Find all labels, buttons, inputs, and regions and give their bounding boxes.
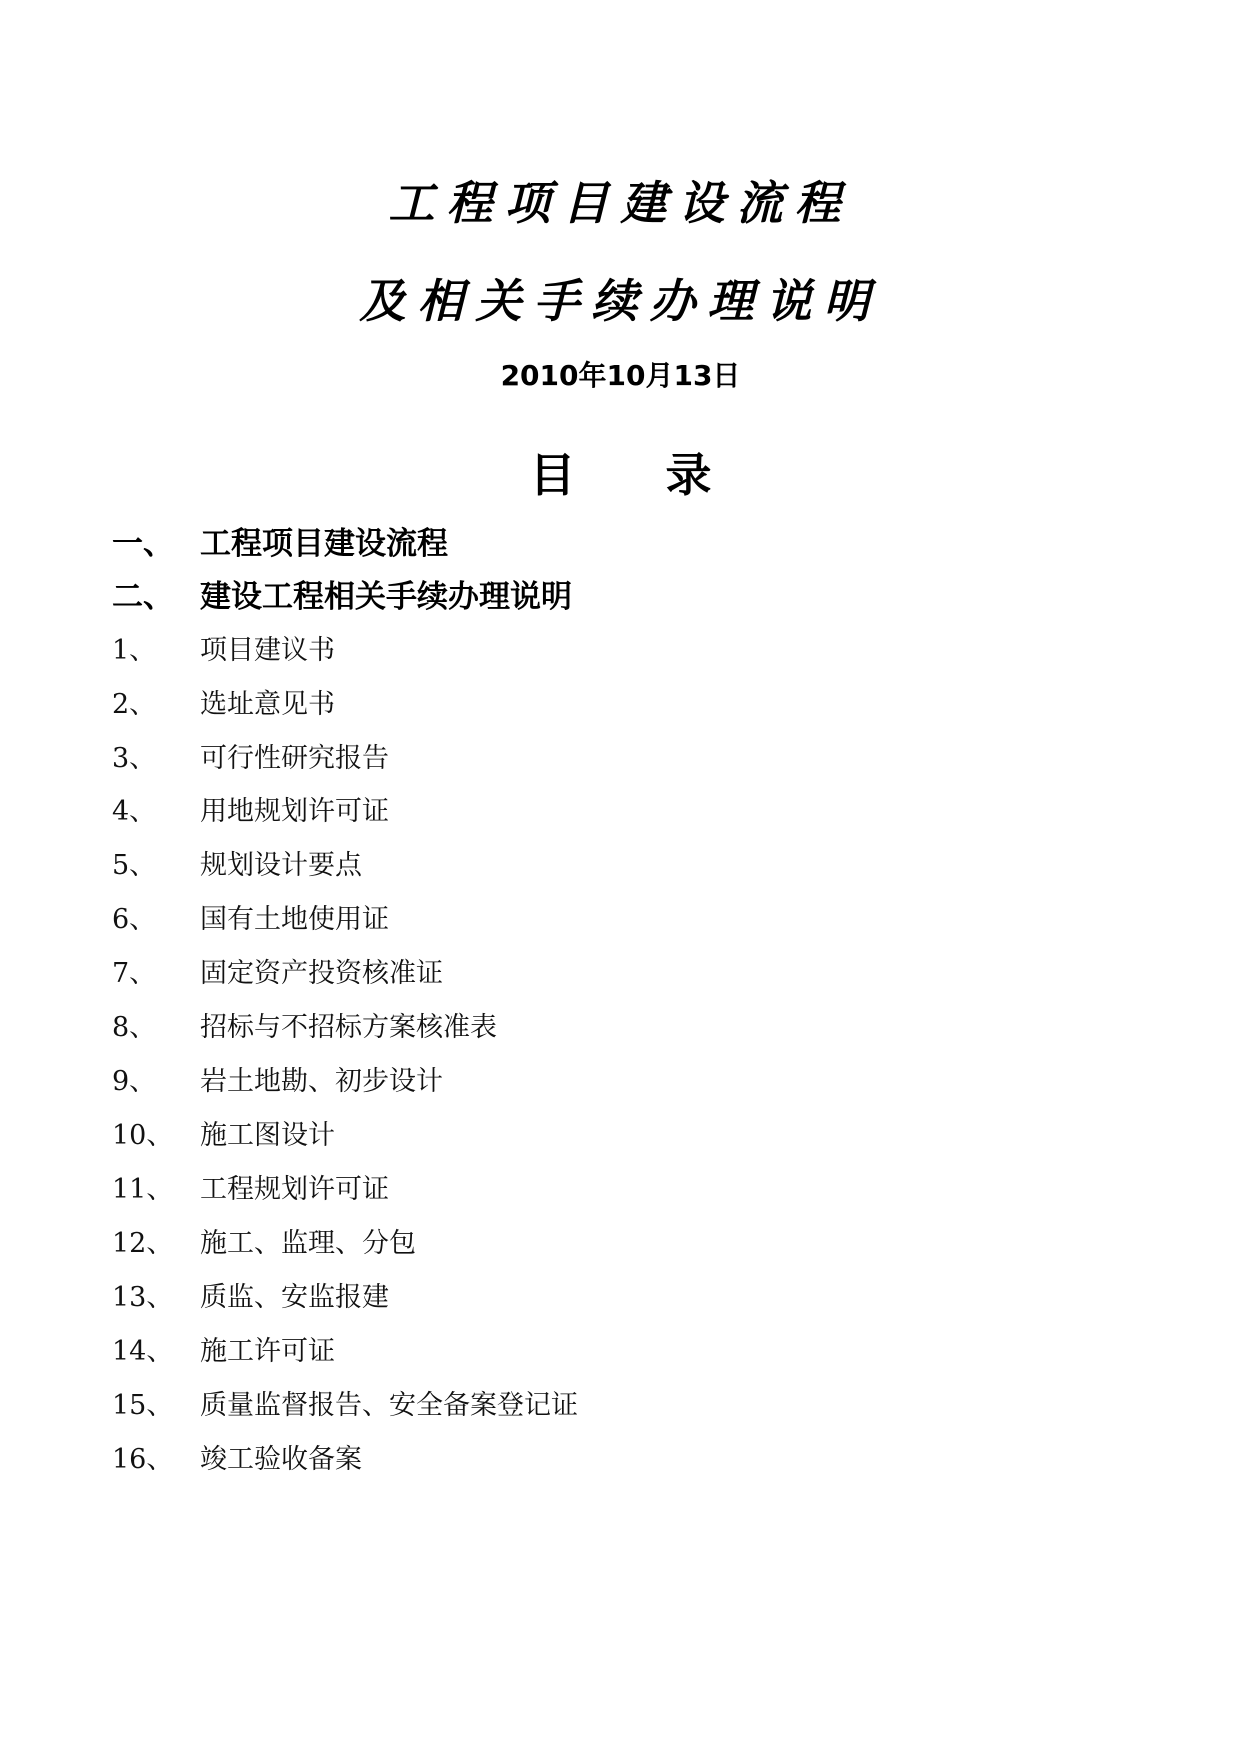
toc-major-number: 一、 xyxy=(112,526,174,562)
toc-item-label: 竣工验收备案 xyxy=(200,1444,362,1475)
toc-heading xyxy=(0,448,1241,502)
document-title-line-1: 工程项目建设流程 xyxy=(388,176,853,230)
toc-heading-left: 目 xyxy=(529,448,576,502)
toc-item-number: 5、 xyxy=(112,850,157,881)
toc-item-label: 施工图设计 xyxy=(200,1120,335,1151)
toc-heading-right: 录 xyxy=(665,448,712,502)
toc-item-label: 岩土地勘、初步设计 xyxy=(200,1066,443,1097)
toc-item-number: 7、 xyxy=(112,958,157,989)
toc-item-number: 4、 xyxy=(112,796,157,827)
toc-item-number: 10、 xyxy=(112,1120,174,1151)
toc-item-number: 9、 xyxy=(112,1066,157,1097)
toc-item-number: 2、 xyxy=(112,689,157,720)
toc-item-number: 16、 xyxy=(112,1444,174,1475)
toc-item-number: 13、 xyxy=(112,1282,174,1313)
toc-item-number: 3、 xyxy=(112,743,157,774)
toc-item-label: 选址意见书 xyxy=(200,689,335,720)
toc-item-label: 固定资产投资核准证 xyxy=(200,958,443,989)
toc-item-number: 1、 xyxy=(112,635,157,666)
toc-item-label: 施工、监理、分包 xyxy=(200,1228,416,1259)
toc-item-label: 用地规划许可证 xyxy=(200,796,389,827)
toc-item-number: 11、 xyxy=(112,1174,174,1205)
toc-item-label: 规划设计要点 xyxy=(200,850,362,881)
toc-item-label: 质监、安监报建 xyxy=(200,1282,389,1313)
document-date: 2010年10月13日 xyxy=(500,359,741,392)
toc-item-label: 国有土地使用证 xyxy=(200,904,389,935)
toc-item-number: 14、 xyxy=(112,1336,174,1367)
toc-major-label: 工程项目建设流程 xyxy=(200,526,448,562)
toc-major-label: 建设工程相关手续办理说明 xyxy=(200,579,572,615)
toc-item-number: 8、 xyxy=(112,1012,157,1043)
document-title-line-2: 及相关手续办理说明 xyxy=(359,274,882,328)
toc-item-number: 15、 xyxy=(112,1390,174,1421)
toc-item-label: 项目建议书 xyxy=(200,635,335,666)
toc-item-label: 工程规划许可证 xyxy=(200,1174,389,1205)
toc-item-label: 质量监督报告、安全备案登记证 xyxy=(200,1390,578,1421)
toc-item-number: 6、 xyxy=(112,904,157,935)
toc-item-label: 招标与不招标方案核准表 xyxy=(200,1012,497,1043)
toc-item-number: 12、 xyxy=(112,1228,174,1259)
toc-item-label: 施工许可证 xyxy=(200,1336,335,1367)
toc-major-number: 二、 xyxy=(112,579,174,615)
toc-item-label: 可行性研究报告 xyxy=(200,743,389,774)
